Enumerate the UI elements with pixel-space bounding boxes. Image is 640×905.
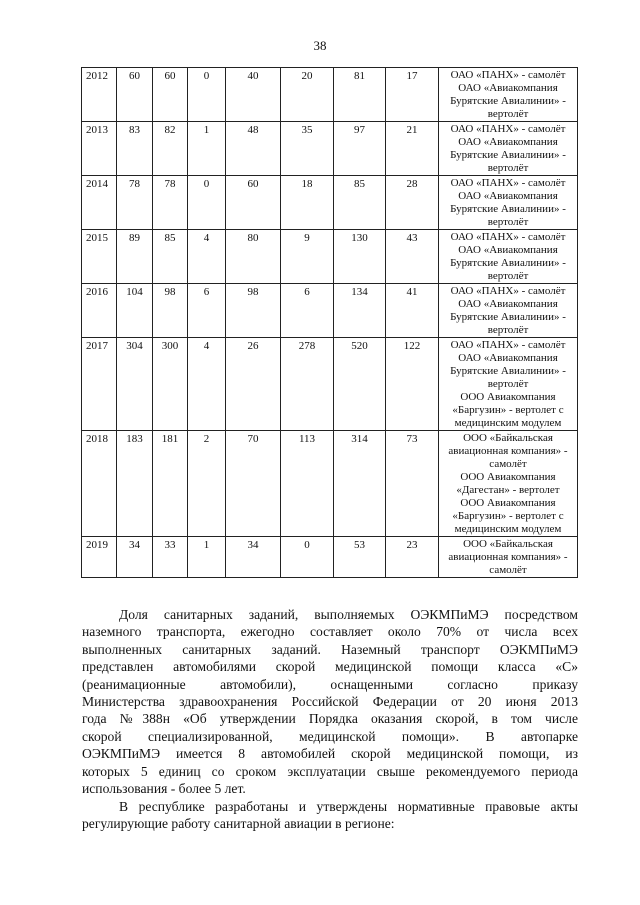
value-cell: 82 bbox=[153, 122, 188, 176]
text-line: представлен автомобилями скорой медицинской помощи класса «С» bbox=[82, 659, 578, 675]
operator-line: Бурятские Авиалинии» - bbox=[450, 365, 566, 377]
year-cell: 2014 bbox=[82, 176, 117, 230]
value-cell: 18 bbox=[281, 176, 334, 230]
value-cell: 35 bbox=[281, 122, 334, 176]
value-cell: 181 bbox=[153, 431, 188, 537]
value-cell: 104 bbox=[117, 284, 153, 338]
value-cell: 98 bbox=[226, 284, 281, 338]
year-cell: 2017 bbox=[82, 338, 117, 431]
operator-cell bbox=[439, 230, 578, 284]
year-cell: 2013 bbox=[82, 122, 117, 176]
value-cell: 122 bbox=[386, 338, 439, 431]
value-cell: 33 bbox=[153, 537, 188, 578]
operator-cell bbox=[439, 122, 578, 176]
table-row bbox=[82, 230, 578, 284]
text-line: года №388н «Об утверждении Порядка оказания скорой, в том числе bbox=[82, 711, 578, 727]
text-line: Министерства здравоохранения Российской Федерации от 20 июня 2013 bbox=[82, 693, 578, 709]
operator-line: ОАО «ПАНХ» - самолёт bbox=[450, 123, 566, 135]
operator-line: вертолёт bbox=[487, 378, 529, 390]
value-cell: 70 bbox=[226, 431, 281, 537]
value-cell: 278 bbox=[281, 338, 334, 431]
operator-line: самолёт bbox=[489, 458, 527, 470]
operator-line: вертолёт bbox=[487, 270, 529, 282]
paragraph-ground-transport bbox=[82, 606, 578, 797]
value-cell: 98 bbox=[153, 284, 188, 338]
value-cell: 1 bbox=[188, 537, 226, 578]
operator-cell bbox=[439, 176, 578, 230]
value-cell: 73 bbox=[386, 431, 439, 537]
operator-line: Бурятские Авиалинии» - bbox=[450, 203, 566, 215]
operator-line: «Баргузин» - вертолет с bbox=[452, 404, 564, 416]
value-cell: 78 bbox=[153, 176, 188, 230]
operator-line: ООО «Байкальская bbox=[463, 432, 553, 444]
operator-line: ООО «Байкальская bbox=[463, 538, 553, 550]
operator-line: ООО Авиакомпания bbox=[460, 497, 556, 509]
operator-line: Бурятские Авиалинии» - bbox=[450, 149, 566, 161]
value-cell: 1 bbox=[188, 122, 226, 176]
value-cell: 43 bbox=[386, 230, 439, 284]
text-line: скорой специализированной, медицинской помощи». В автопарке bbox=[82, 728, 578, 744]
value-cell: 314 bbox=[334, 431, 386, 537]
value-cell: 60 bbox=[117, 68, 153, 122]
operator-line: медицинским модулем bbox=[454, 417, 562, 429]
operator-line: вертолёт bbox=[487, 216, 529, 228]
table-row bbox=[82, 284, 578, 338]
value-cell: 4 bbox=[188, 338, 226, 431]
operator-line: ОАО «ПАНХ» - самолёт bbox=[450, 231, 566, 243]
value-cell: 6 bbox=[281, 284, 334, 338]
operator-line: ОАО «Авиакомпания bbox=[458, 298, 558, 310]
operator-cell bbox=[439, 338, 578, 431]
text-line: выполненных санитарных заданий. Наземный транспорт ОЭКМПиМЭ bbox=[82, 641, 578, 657]
year-cell: 2012 bbox=[82, 68, 117, 122]
operator-line: ОАО «ПАНХ» - самолёт bbox=[450, 177, 566, 189]
operator-line: Бурятские Авиалинии» - bbox=[450, 95, 566, 107]
operator-line: вертолёт bbox=[487, 324, 529, 336]
operator-line: авиационная компания» - bbox=[448, 551, 568, 563]
value-cell: 520 bbox=[334, 338, 386, 431]
value-cell: 48 bbox=[226, 122, 281, 176]
operator-line: Бурятские Авиалинии» - bbox=[450, 257, 566, 269]
text-line: которых 5 единиц со сроком эксплуатации свыше рекомендуемого периода bbox=[82, 763, 578, 779]
table-row bbox=[82, 68, 578, 122]
operator-line: вертолёт bbox=[487, 162, 529, 174]
operator-line: «Баргузин» - вертолет с bbox=[452, 510, 564, 522]
page-number: 38 bbox=[313, 38, 327, 53]
value-cell: 78 bbox=[117, 176, 153, 230]
operator-line: ООО Авиакомпания bbox=[460, 391, 556, 403]
value-cell: 60 bbox=[226, 176, 281, 230]
table-row bbox=[82, 431, 578, 537]
value-cell: 83 bbox=[117, 122, 153, 176]
text-line: (реанимационные автомобили), оснащенными согласно приказу bbox=[82, 676, 578, 692]
table-body bbox=[82, 68, 578, 578]
operator-line: ОАО «Авиакомпания bbox=[458, 136, 558, 148]
operator-line: ОАО «ПАНХ» - самолёт bbox=[450, 69, 566, 81]
value-cell: 20 bbox=[281, 68, 334, 122]
value-cell: 0 bbox=[188, 68, 226, 122]
table-row bbox=[82, 537, 578, 578]
operator-line: ОАО «ПАНХ» - самолёт bbox=[450, 339, 566, 351]
value-cell: 85 bbox=[153, 230, 188, 284]
value-cell: 81 bbox=[334, 68, 386, 122]
value-cell: 17 bbox=[386, 68, 439, 122]
value-cell: 4 bbox=[188, 230, 226, 284]
value-cell: 21 bbox=[386, 122, 439, 176]
value-cell: 85 bbox=[334, 176, 386, 230]
operator-cell bbox=[439, 537, 578, 578]
air-ambulance-statistics-table bbox=[81, 67, 578, 578]
value-cell: 9 bbox=[281, 230, 334, 284]
value-cell: 113 bbox=[281, 431, 334, 537]
value-cell: 89 bbox=[117, 230, 153, 284]
operator-line: самолёт bbox=[489, 564, 527, 576]
value-cell: 0 bbox=[188, 176, 226, 230]
operator-line: Бурятские Авиалинии» - bbox=[450, 311, 566, 323]
value-cell: 130 bbox=[334, 230, 386, 284]
text-line: В республике разработаны и утверждены нормативные правовые акты bbox=[119, 799, 578, 814]
value-cell: 80 bbox=[226, 230, 281, 284]
operator-cell bbox=[439, 431, 578, 537]
paragraph-regulatory-acts bbox=[82, 798, 578, 833]
operator-line: ОАО «Авиакомпания bbox=[458, 244, 558, 256]
value-cell: 97 bbox=[334, 122, 386, 176]
operator-line: ООО Авиакомпания bbox=[460, 471, 556, 483]
value-cell: 53 bbox=[334, 537, 386, 578]
text-line: Доля санитарных заданий, выполняемых ОЭКМПиМЭ посредством bbox=[119, 607, 578, 622]
table-row bbox=[82, 122, 578, 176]
value-cell: 60 bbox=[153, 68, 188, 122]
operator-line: ОАО «Авиакомпания bbox=[458, 352, 558, 364]
value-cell: 28 bbox=[386, 176, 439, 230]
text-line: использования - более 5 лет. bbox=[82, 780, 246, 796]
text-line: наземного транспорта, ежегодно составляет около 70% от числа всех bbox=[82, 624, 578, 640]
table-row bbox=[82, 176, 578, 230]
operator-line: авиационная компания» - bbox=[448, 445, 568, 457]
operator-line: ОАО «Авиакомпания bbox=[458, 190, 558, 202]
value-cell: 2 bbox=[188, 431, 226, 537]
value-cell: 40 bbox=[226, 68, 281, 122]
operator-line: ОАО «Авиакомпания bbox=[458, 82, 558, 94]
value-cell: 0 bbox=[281, 537, 334, 578]
year-cell: 2018 bbox=[82, 431, 117, 537]
value-cell: 300 bbox=[153, 338, 188, 431]
value-cell: 304 bbox=[117, 338, 153, 431]
operator-cell bbox=[439, 284, 578, 338]
value-cell: 183 bbox=[117, 431, 153, 537]
operator-cell bbox=[439, 68, 578, 122]
text-line: регулирующие работу санитарной авиации в регионе: bbox=[82, 816, 395, 832]
year-cell: 2016 bbox=[82, 284, 117, 338]
table-row bbox=[82, 338, 578, 431]
text-line: ОЭКМПиМЭ имеется 8 автомобилей скорой медицинской помощи, из bbox=[82, 746, 578, 762]
operator-line: вертолёт bbox=[487, 108, 529, 120]
value-cell: 41 bbox=[386, 284, 439, 338]
year-cell: 2019 bbox=[82, 537, 117, 578]
value-cell: 134 bbox=[334, 284, 386, 338]
value-cell: 34 bbox=[226, 537, 281, 578]
value-cell: 23 bbox=[386, 537, 439, 578]
value-cell: 34 bbox=[117, 537, 153, 578]
year-cell: 2015 bbox=[82, 230, 117, 284]
operator-line: «Дагестан» - вертолет bbox=[456, 484, 560, 496]
operator-line: ОАО «ПАНХ» - самолёт bbox=[450, 285, 566, 297]
value-cell: 6 bbox=[188, 284, 226, 338]
operator-line: медицинским модулем bbox=[454, 523, 562, 535]
value-cell: 26 bbox=[226, 338, 281, 431]
